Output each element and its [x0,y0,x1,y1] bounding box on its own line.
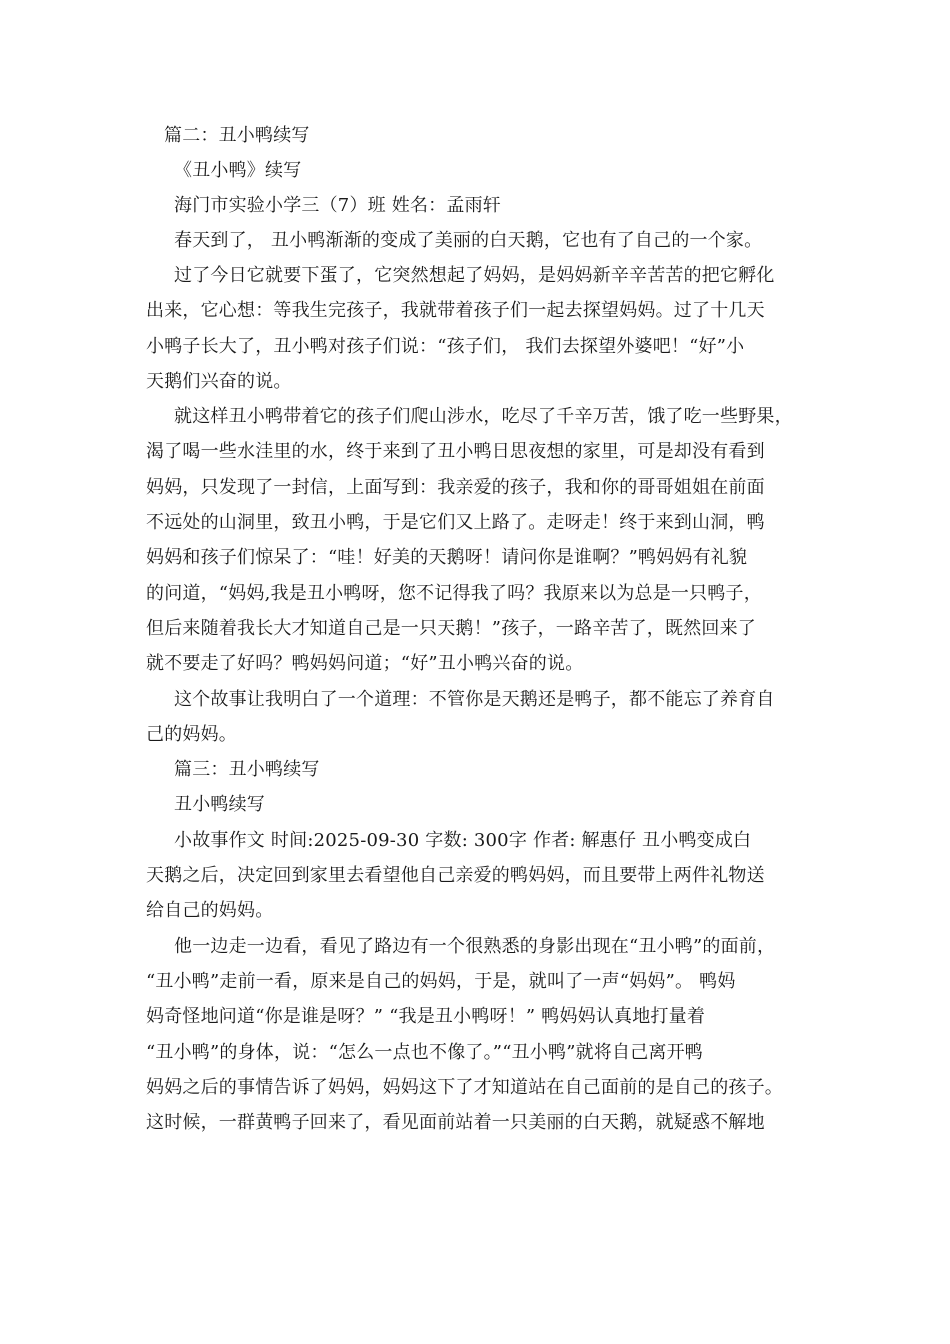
paragraph-line: 己的妈妈。 [146,724,237,745]
paragraph-line: 妈妈之后的事情告诉了妈妈，妈妈这下了才知道站在自己面前的是自己的孩子。 [146,1077,783,1098]
paragraph-line: “丑小鸭”的身体，说：“怎么一点也不像了。”“丑小鸭”就将自己离开鸭 [146,1042,704,1063]
paragraph-line: 过了今日它就要下蛋了，它突然想起了妈妈，是妈妈新辛辛苦苦的把它孵化 [174,265,775,286]
author-line: 海门市实验小学三（7）班 姓名：孟雨轩 [174,195,501,216]
paragraph-line: 他一边走一边看，看见了路边有一个很熟悉的身影出现在“丑小鸭”的面前， [174,936,776,957]
paragraph-line: 的问道，“妈妈,我是丑小鸭呀，您不记得我了吗？我原来以为总是一只鸭子， [146,583,762,604]
paragraph-line: 不远处的山洞里，致丑小鸭，于是它们又上路了。走呀走！终于来到山洞，鸭 [146,512,765,533]
paragraph-line: 这个故事让我明白了一个道理：不管你是天鹅还是鸭子，都不能忘了养育自 [174,689,775,710]
paragraph-line: 这时候，一群黄鸭子回来了，看见面前站着一只美丽的白天鹅，就疑惑不解地 [146,1112,765,1133]
paragraph-line: 天鹅之后，决定回到家里去看望他自己亲爱的鸭妈妈，而且要带上两件礼物送 [146,865,765,886]
paragraph-line: 就这样丑小鸭带着它的孩子们爬山涉水，吃尽了千辛万苦，饿了吃一些野果， [174,406,793,427]
paragraph-line: 给自己的妈妈。 [146,900,274,921]
section-heading-two: 篇二：丑小鸭续写 [164,125,310,146]
paragraph-line: 渴了喝一些水洼里的水，终于来到了丑小鸭日思夜想的家里，可是却没有看到 [146,441,765,462]
paragraph-line: 但后来随着我长大才知道自己是一只天鹅！”孩子，一路辛苦了，既然回来了 [146,618,756,639]
paragraph-line: 妈奇怪地问道“你是谁是呀？” “我是丑小鸭呀！” 鸭妈妈认真地打量着 [146,1006,706,1027]
paragraph-line: 小鸭子长大了，丑小鸭对孩子们说：“孩子们， 我们去探望外婆吧！“好”小 [146,336,745,357]
paragraph-line: 就不要走了好吗？鸭妈妈问道；“好”丑小鸭兴奋的说。 [146,653,584,674]
meta-line: 小故事作文 时间:2025-09-30 字数: 300字 作者: 解惠仔 丑小鸭变成白 [174,830,752,851]
essay-title: 丑小鸭续写 [174,794,265,815]
paragraph-line: 妈妈，只发现了一封信，上面写到：我亲爱的孩子，我和你的哥哥姐姐在前面 [146,477,765,498]
paragraph-line: “丑小鸭”走前一看，原来是自己的妈妈，于是，就叫了一声“妈妈”。 鸭妈 [146,971,736,992]
paragraph-line: 春天到了， 丑小鸭渐渐的变成了美丽的白天鹅，它也有了自己的一个家。 [174,230,763,251]
essay-title: 《丑小鸭》续写 [174,160,302,181]
paragraph-line: 妈妈和孩子们惊呆了：“哇！好美的天鹅呀！请问你是谁啊？”鸭妈妈有礼貌 [146,547,748,568]
paragraph-line: 天鹅们兴奋的说。 [146,371,292,392]
section-heading-three: 篇三：丑小鸭续写 [174,759,320,780]
paragraph-line: 出来，它心想：等我生完孩子，我就带着孩子们一起去探望妈妈。过了十几天 [146,300,765,321]
